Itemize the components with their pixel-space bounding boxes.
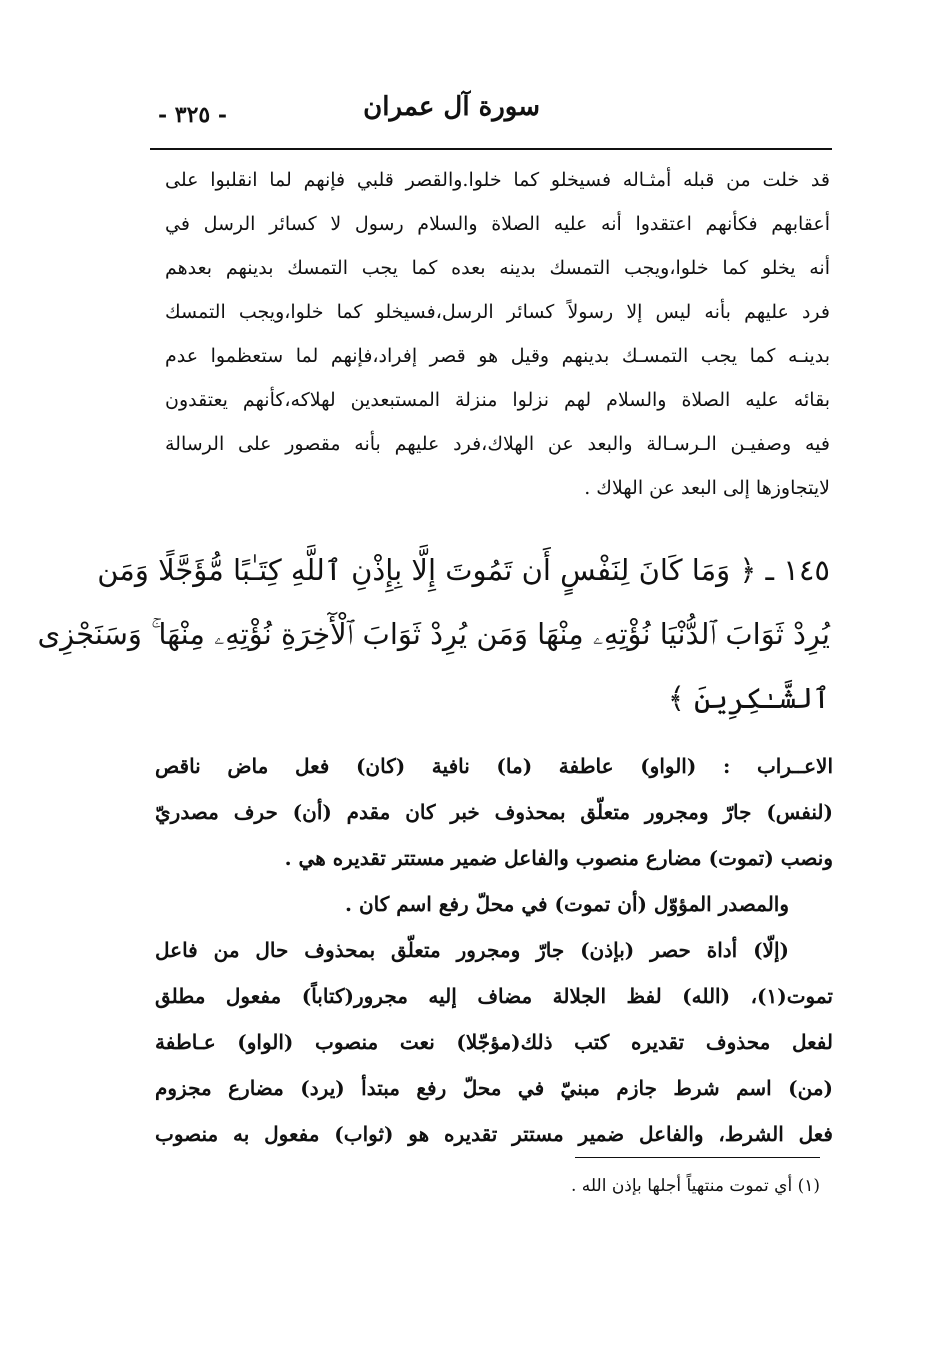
tafsir-line: أنه يخلو كما خلوا،ويجب التمسك بدينه بعده كما يجب التمسك بدينهم بعدهم bbox=[165, 257, 830, 279]
irab-line: لفعل محذوف تقديره كتب ذلك(مؤجّلا) نعت منصوب (الواو) عـاطفة bbox=[155, 1030, 833, 1054]
irab-line: فعل الشرط، والفاعل ضمير مستتر تقديره هو (ثواب) مفعول به منصوب bbox=[155, 1122, 833, 1146]
irab-line: والمصدر المؤوّل (أن تموت) في محلّ رفع اسم كان . bbox=[345, 892, 789, 916]
irab-section bbox=[155, 743, 833, 1157]
page-header bbox=[150, 92, 830, 142]
tafsir-line: فيه وصفيـن الـرسـالة والبعد عن الهلاك،فرد عليهم بأنه مقصور على الرسالة bbox=[165, 433, 830, 455]
surah-title: سورة آل عمران bbox=[363, 92, 540, 122]
tafsir-line: بقائه عليه الصلاة والسلام لهم نزلوا منزلة المستبعدين لهلاكه،كأنهم يعتقدون bbox=[165, 389, 830, 411]
irab-line: تموت(١)، (الله) لفظ الجلالة مضاف إليه مجرور(كتاباً) مفعول مطلق bbox=[155, 984, 833, 1008]
irab-line: ونصب (تموت) مضارع منصوب والفاعل ضمير مستتر تقديره هي . bbox=[284, 846, 833, 870]
quran-verse bbox=[37, 538, 830, 730]
tafsir-line: لايتجاوزها إلى البعد عن الهلاك . bbox=[584, 477, 830, 499]
tafsir-line: فرد عليهم بأنه ليس إلا رسولاً كسائر الرسل،فسيخلو كما خلوا،ويجب التمسك bbox=[165, 301, 830, 323]
tafsir-line: أعقابهم فكأنهم اعتقدوا أنه عليه الصلاة والسلام رسول لا كسائر الرسل في bbox=[165, 213, 830, 235]
irab-line: (إلّا) أداة حصر (بإذن) جارّ ومجرور متعلّق بمحذوف حال من فاعل bbox=[155, 938, 789, 962]
verse-line: ١٤٥ ـ ﴿ وَمَا كَانَ لِنَفْسٍ أَن تَمُوتَ إِلَّا بِإِذْنِ ٱللَّهِ كِتَـٰبًا مُّؤَجَّلًا وَمَن bbox=[97, 553, 830, 587]
irab-line: (من) اسم شرط جازم مبنيّ في محلّ رفع مبتدأ (يرد) مضارع مجزوم bbox=[155, 1076, 833, 1100]
page-number: - ٣٢٥ - bbox=[158, 102, 228, 128]
footnote: (١) أي تموت منتهياً أجلها بإذن الله . bbox=[570, 1176, 820, 1196]
verse-line: ٱلشَّـٰكِرِينَ ﴾ bbox=[667, 681, 830, 715]
verse-line: يُرِدْ ثَوَابَ ٱلدُّنْيَا نُؤْتِهِۦ مِنْهَا وَمَن يُرِدْ ثَوَابَ ٱلْأٓخِرَةِ نُؤْتِهِۦ مِنْهَا ۚ وَسَنَجْزِى bbox=[37, 617, 830, 651]
header-divider bbox=[150, 148, 832, 150]
tafsir-line: بدينـه كما يجب التمسـك بدينهم وقيل هو قصر إفراد،فإنهم لما ستعظموا عدم bbox=[165, 345, 830, 367]
irab-line: الاعــراب : (الواو) عاطفة (ما) نافية (كان) فعل ماض ناقص bbox=[155, 754, 833, 778]
footnote-divider bbox=[575, 1157, 820, 1158]
tafsir-paragraph bbox=[165, 158, 830, 510]
irab-line: (لنفس) جارّ ومجرور متعلّق بمحذوف خبر كان مقدم (أن) حرف مصدريّ bbox=[155, 800, 833, 824]
tafsir-line: قد خلت من قبله أمثـاله فسيخلو كما خلوا.والقصر قلبي فإنهم لما انقلبوا على bbox=[165, 169, 830, 191]
